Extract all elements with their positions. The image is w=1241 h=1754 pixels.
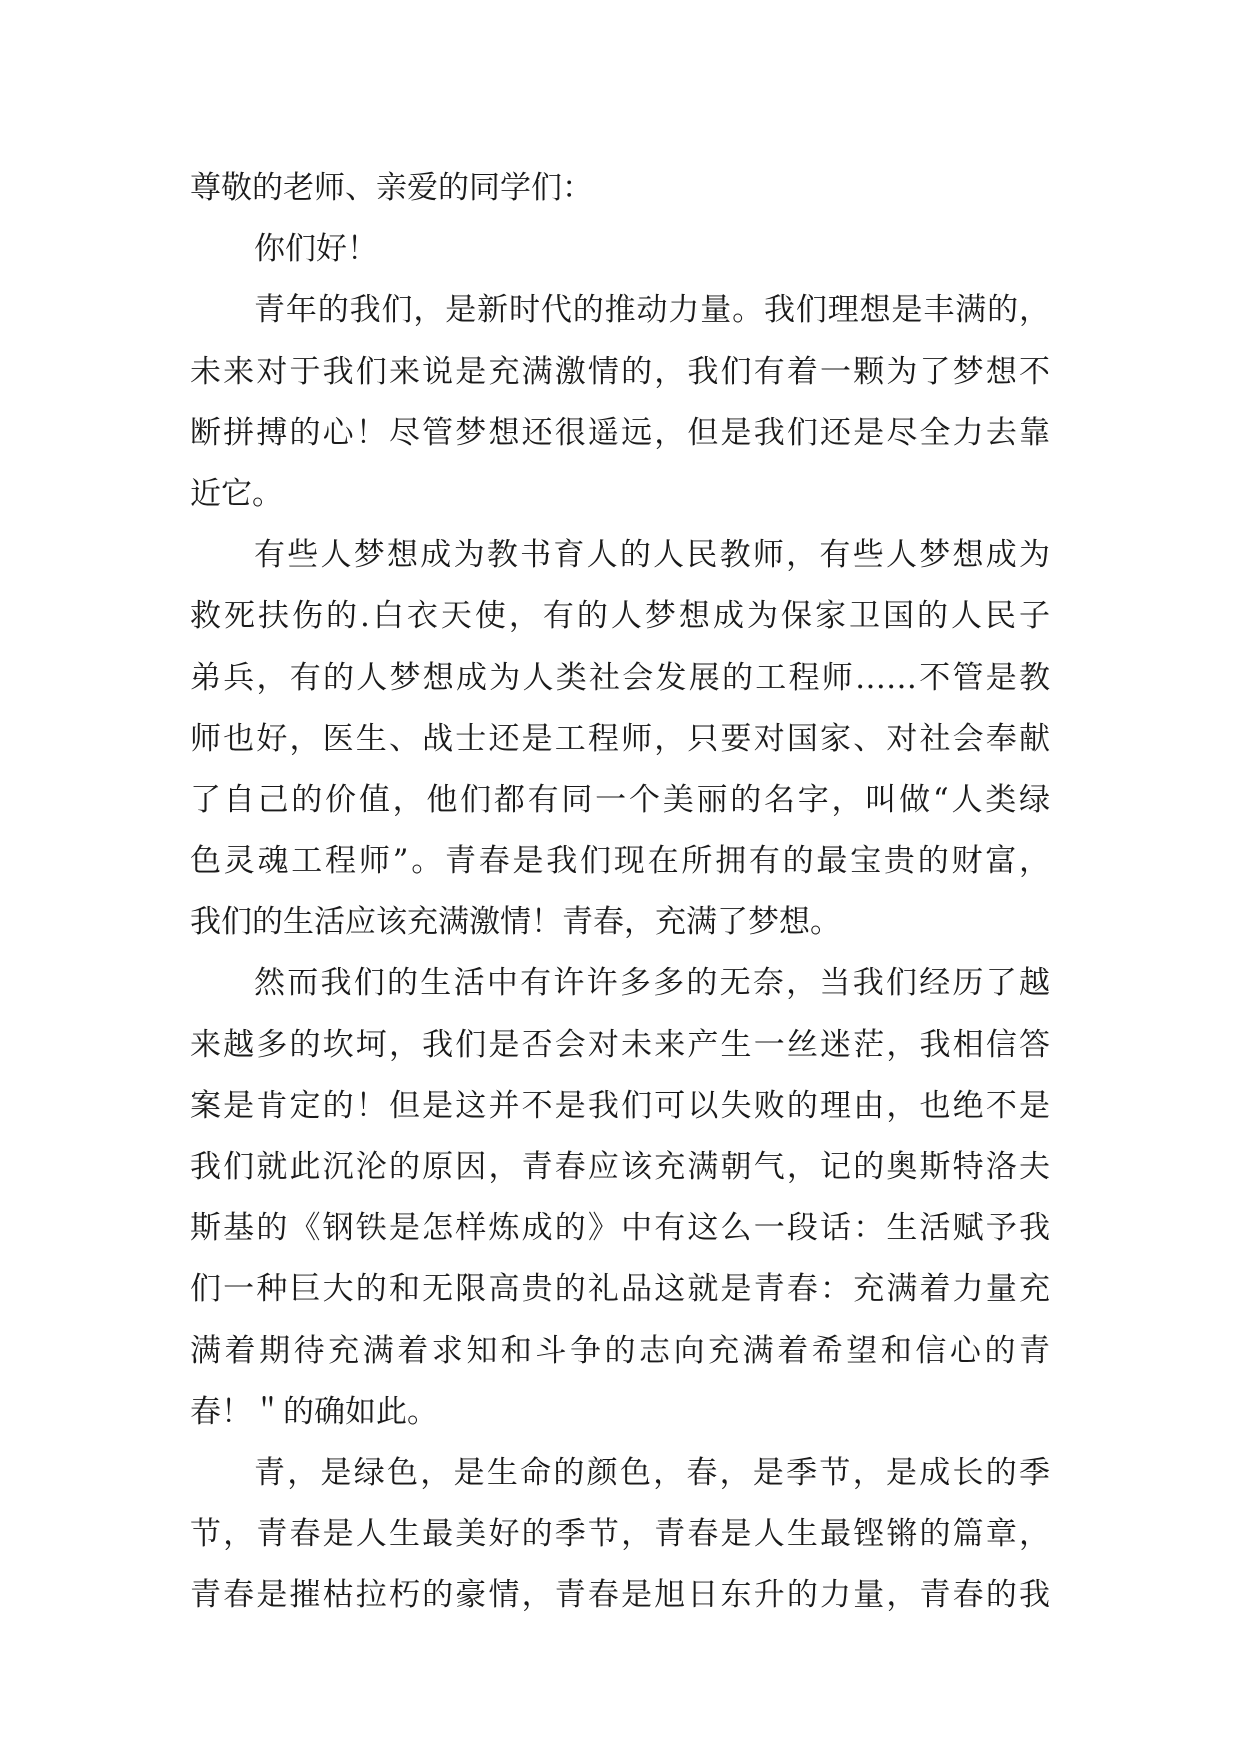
text-line: 青年的我们，是新时代的推动力量。我们理想是丰满的， — [254, 292, 1050, 329]
text-line: 来越多的坎坷，我们是否会对未来产生一丝迷茫，我相信答 — [190, 1026, 1050, 1063]
text-line: 弟兵，有的人梦想成为人类社会发展的工程师……不管是教 — [190, 659, 1050, 696]
greeting: 你们好！ — [254, 231, 378, 268]
text-line: 有些人梦想成为教书育人的人民教师，有些人梦想成为 — [254, 537, 1050, 574]
speech-text — [190, 158, 1050, 1627]
text-line: 节，青春是人生最美好的季节，青春是人生最铿锵的篇章， — [190, 1516, 1050, 1553]
salutation: 尊敬的老师、亲爱的同学们： — [190, 170, 593, 206]
text-line: 满着期待充满着求知和斗争的志向充满着希望和信心的青 — [190, 1332, 1050, 1369]
text-line: 近它。 — [190, 475, 283, 512]
text-line: 案是肯定的！但是这并不是我们可以失败的理由，也绝不是 — [190, 1087, 1050, 1124]
text-line: 斯基的《钢铁是怎样炼成的》中有这么一段话：生活赋予我 — [190, 1210, 1050, 1247]
text-line: 了自己的价值，他们都有同一个美丽的名字，叫做“人类绿 — [190, 781, 1050, 818]
text-line: 师也好，医生、战士还是工程师，只要对国家、对社会奉献 — [190, 720, 1050, 757]
text-line: 青春是摧枯拉朽的豪情，青春是旭日东升的力量，青春的我 — [190, 1577, 1050, 1614]
text-line: 青，是绿色，是生命的颜色，春，是季节，是成长的季 — [254, 1454, 1050, 1491]
text-line: 我们就此沉沦的原因，青春应该充满朝气，记的奥斯特洛夫 — [190, 1149, 1050, 1185]
text-line: 救死扶伤的.白衣天使，有的人梦想成为保家卫国的人民子 — [190, 598, 1050, 635]
text-line: 春！＂的确如此。 — [190, 1393, 438, 1430]
text-line: 断拼搏的心！尽管梦想还很遥远，但是我们还是尽全力去靠 — [190, 414, 1050, 451]
text-line: 然而我们的生活中有许许多多的无奈，当我们经历了越 — [254, 965, 1050, 1002]
text-line: 我们的生活应该充满激情！青春，充满了梦想。 — [190, 904, 841, 941]
text-line: 未来对于我们来说是充满激情的，我们有着一颗为了梦想不 — [190, 353, 1050, 390]
text-line: 们一种巨大的和无限高贵的礼品这就是青春：充满着力量充 — [190, 1271, 1050, 1308]
text-line: 色灵魂工程师”。青春是我们现在所拥有的最宝贵的财富， — [190, 843, 1050, 880]
